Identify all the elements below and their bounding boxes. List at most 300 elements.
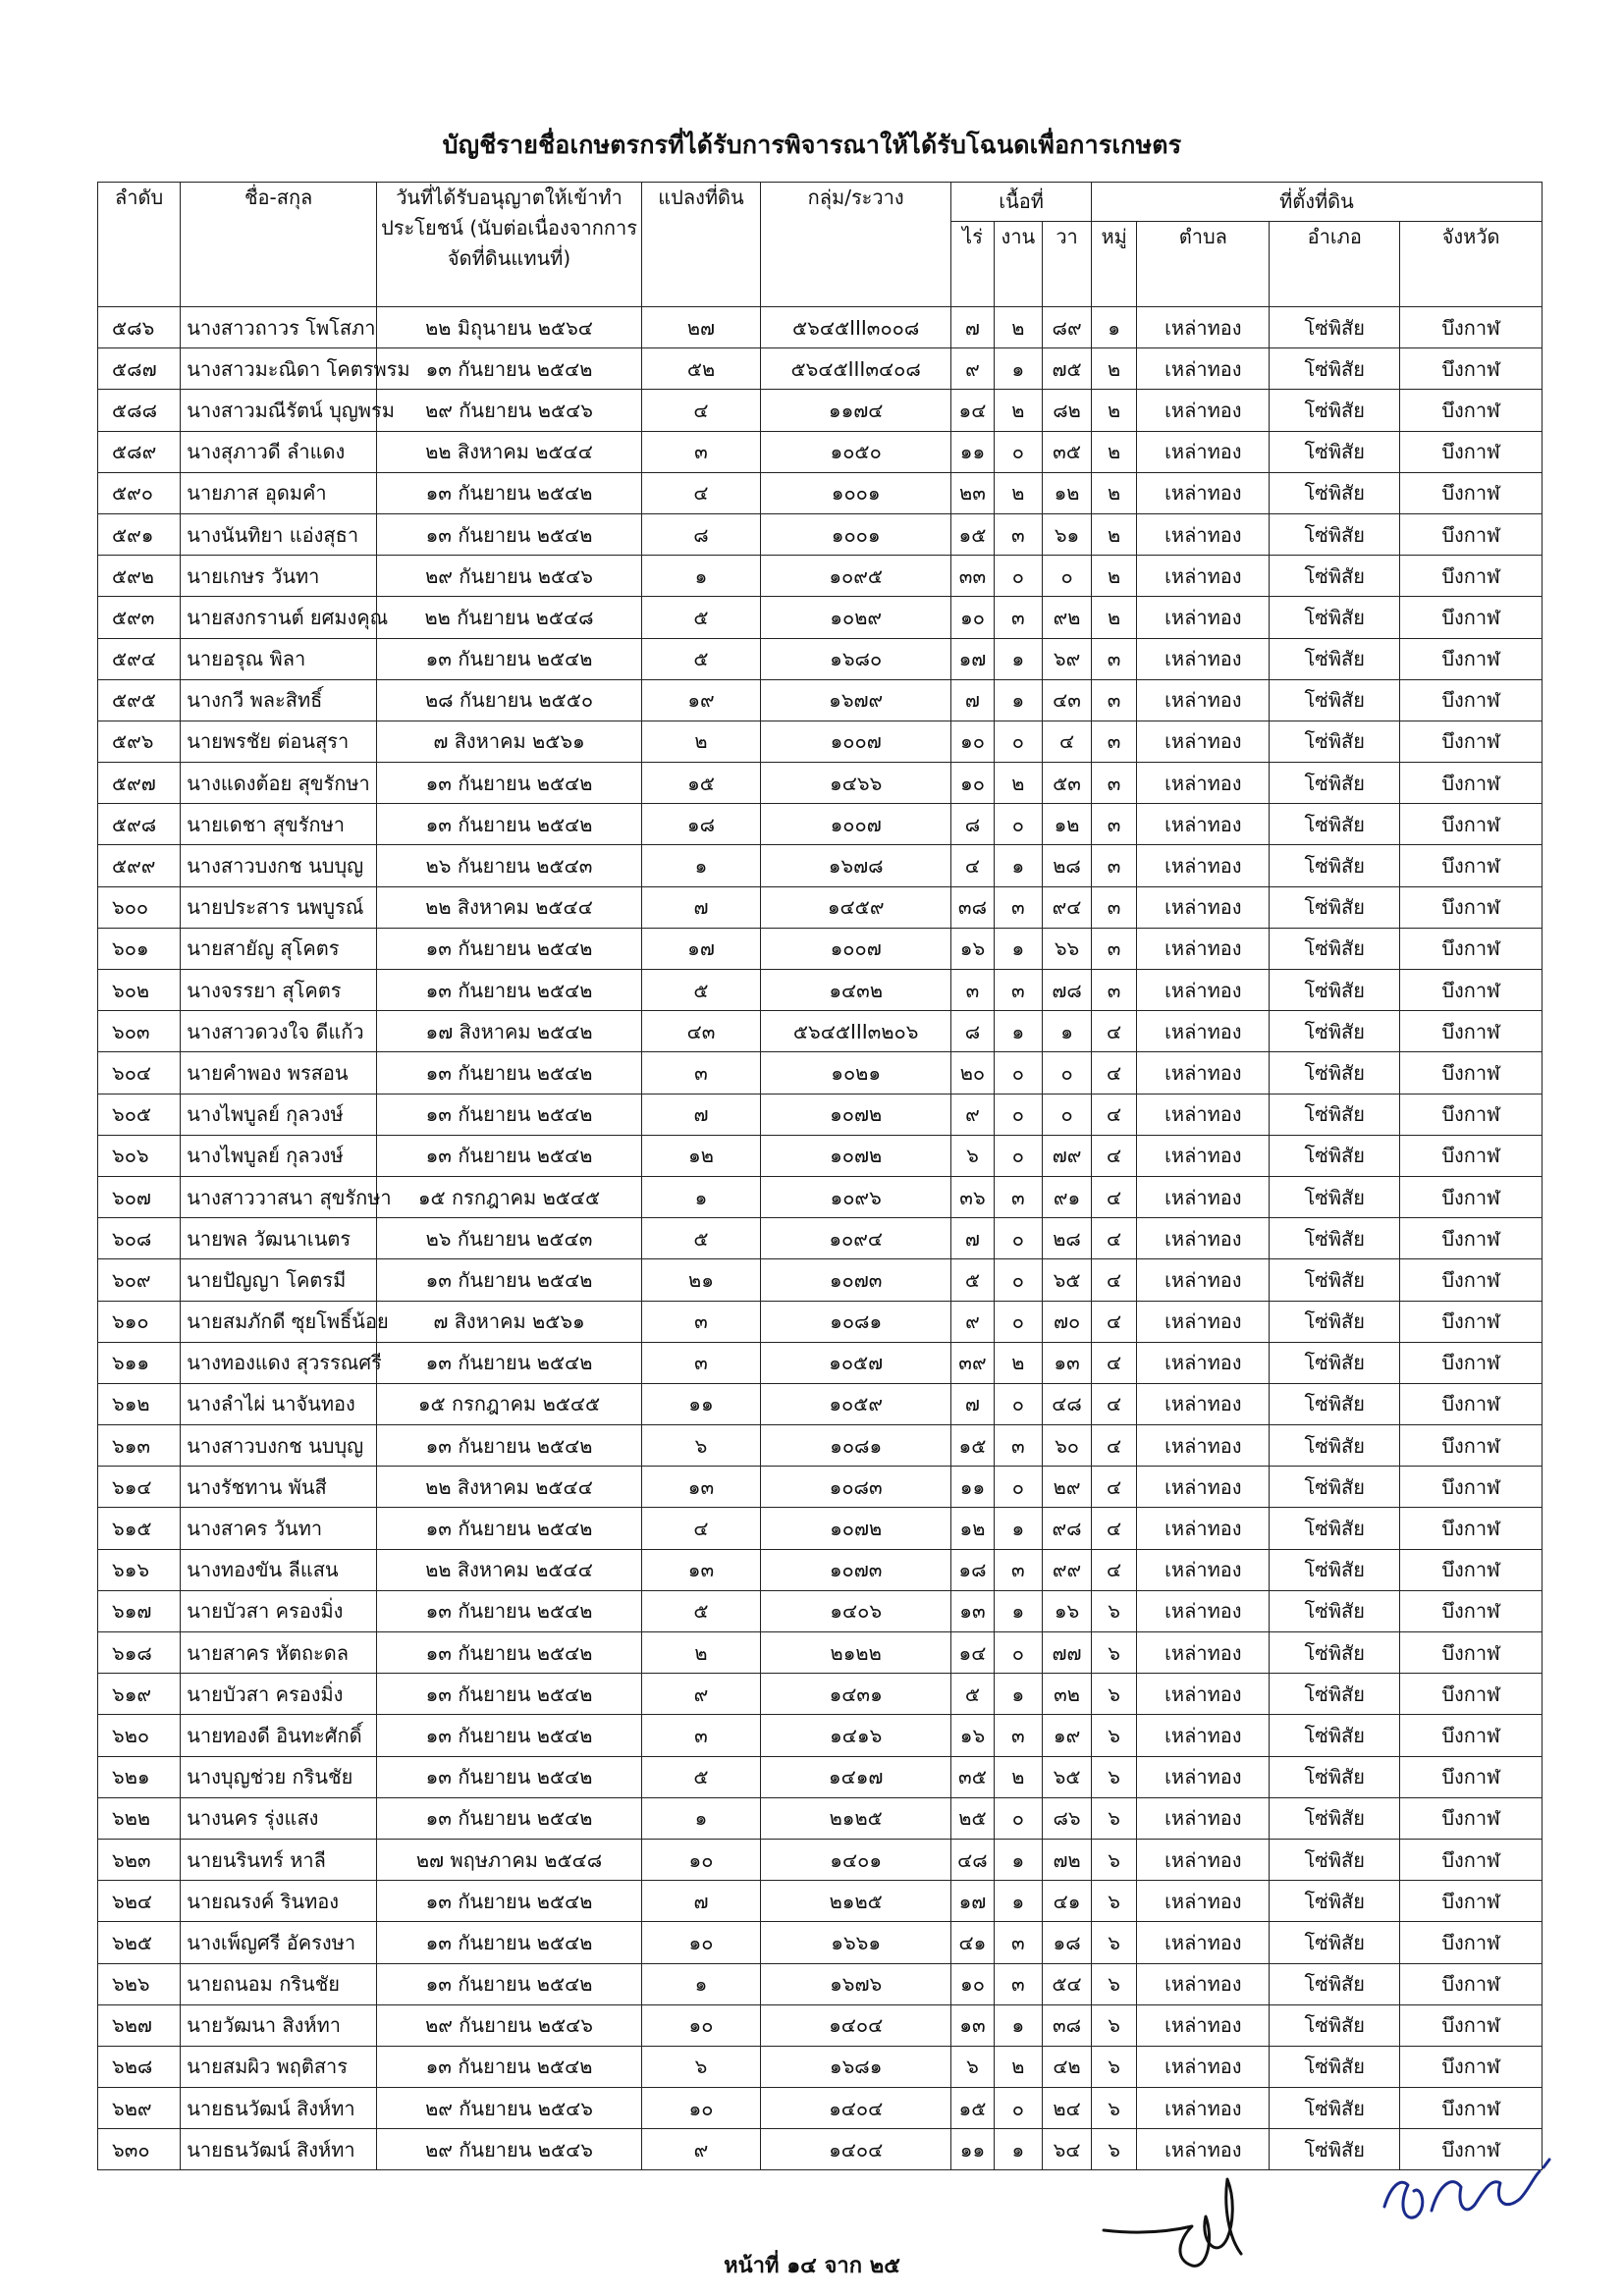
cell-ngan: ๒	[994, 1756, 1043, 1797]
cell-province: บึงกาฬ	[1400, 307, 1543, 348]
cell-index: ๖๐๐	[98, 886, 181, 928]
cell-ngan: ๓	[994, 1425, 1043, 1467]
cell-wa: ๘๖	[1043, 1797, 1092, 1839]
cell-parcel: ๒๑	[642, 1259, 761, 1301]
cell-rai: ๘	[951, 804, 994, 845]
cell-moo: ๖	[1091, 2088, 1136, 2129]
cell-index: ๖๑๘	[98, 1632, 181, 1674]
cell-permit-date: ๑๓ กันยายน ๒๕๔๒	[377, 1797, 642, 1839]
cell-rai: ๓๖	[951, 1176, 994, 1217]
cell-name: นางรัชทาน พันสี	[181, 1467, 377, 1508]
cell-parcel: ๑	[642, 556, 761, 597]
cell-amphoe: โซ่พิสัย	[1270, 679, 1400, 721]
cell-rai: ๓	[951, 970, 994, 1011]
cell-permit-date: ๒๒ กันยายน ๒๕๔๘	[377, 597, 642, 638]
cell-name: นางสาวดวงใจ ดีแก้ว	[181, 1011, 377, 1052]
cell-group: ๑๐๒๙	[760, 597, 950, 638]
cell-tambon: เหล่าทอง	[1137, 1590, 1270, 1631]
cell-tambon: เหล่าทอง	[1137, 1218, 1270, 1259]
cell-index: ๖๑๒	[98, 1383, 181, 1424]
cell-parcel: ๑๐	[642, 2088, 761, 2129]
cell-ngan: ๓	[994, 597, 1043, 638]
cell-province: บึงกาฬ	[1400, 804, 1543, 845]
cell-moo: ๖	[1091, 1797, 1136, 1839]
cell-index: ๖๒๓	[98, 1839, 181, 1880]
cell-permit-date: ๑๓ กันยายน ๒๕๔๒	[377, 1425, 642, 1467]
header-parcel: แปลงที่ดิน	[642, 183, 761, 307]
cell-province: บึงกาฬ	[1400, 1301, 1543, 1342]
cell-tambon: เหล่าทอง	[1137, 2004, 1270, 2046]
cell-amphoe: โซ่พิสัย	[1270, 638, 1400, 679]
cell-moo: ๖	[1091, 1674, 1136, 1715]
cell-permit-date: ๒๙ กันยายน ๒๕๔๖	[377, 2129, 642, 2170]
cell-group: ๑๔๓๒	[760, 970, 950, 1011]
cell-index: ๖๐๗	[98, 1176, 181, 1217]
header-rai: ไร่	[951, 222, 994, 307]
cell-rai: ๑๕	[951, 1425, 994, 1467]
cell-index: ๕๙๓	[98, 597, 181, 638]
cell-province: บึงกาฬ	[1400, 1094, 1543, 1135]
cell-moo: ๔	[1091, 1425, 1136, 1467]
cell-name: นางเพ็ญศรี อัครงษา	[181, 1922, 377, 1963]
header-group: กลุ่ม/ระวาง	[760, 183, 950, 307]
cell-ngan: ๐	[994, 2088, 1043, 2129]
cell-index: ๖๒๔	[98, 1881, 181, 1922]
cell-group: ๑๐๐๗	[760, 928, 950, 969]
cell-index: ๖๑๙	[98, 1674, 181, 1715]
cell-group: ๑๔๐๔	[760, 2129, 950, 2170]
cell-group: ๑๖๘๐	[760, 638, 950, 679]
cell-name: นางแดงต้อย สุขรักษา	[181, 763, 377, 804]
cell-province: บึงกาฬ	[1400, 1715, 1543, 1756]
cell-permit-date: ๒๒ สิงหาคม ๒๕๔๔	[377, 431, 642, 472]
cell-tambon: เหล่าทอง	[1137, 597, 1270, 638]
cell-name: นางสาวบงกช นบบุญ	[181, 845, 377, 886]
cell-wa: ๒๘	[1043, 1218, 1092, 1259]
cell-group: ๑๔๐๖	[760, 1590, 950, 1631]
cell-province: บึงกาฬ	[1400, 1632, 1543, 1674]
cell-parcel: ๑	[642, 845, 761, 886]
cell-ngan: ๑	[994, 1881, 1043, 1922]
cell-group: ๑๔๑๗	[760, 1756, 950, 1797]
cell-rai: ๒๓	[951, 472, 994, 513]
cell-province: บึงกาฬ	[1400, 472, 1543, 513]
table-row	[98, 679, 1543, 721]
table-row	[98, 1425, 1543, 1467]
table-row	[98, 970, 1543, 1011]
cell-name: นายธนวัฒน์ สิงห์ทา	[181, 2129, 377, 2170]
cell-amphoe: โซ่พิสัย	[1270, 513, 1400, 555]
cell-name: นายสาคร หัตถะดล	[181, 1632, 377, 1674]
cell-wa: ๓๕	[1043, 431, 1092, 472]
cell-amphoe: โซ่พิสัย	[1270, 307, 1400, 348]
cell-province: บึงกาฬ	[1400, 597, 1543, 638]
cell-parcel: ๑๗	[642, 928, 761, 969]
cell-tambon: เหล่าทอง	[1137, 348, 1270, 390]
cell-tambon: เหล่าทอง	[1137, 679, 1270, 721]
cell-moo: ๒	[1091, 472, 1136, 513]
cell-ngan: ๐	[994, 431, 1043, 472]
table-row	[98, 638, 1543, 679]
cell-amphoe: โซ่พิสัย	[1270, 1674, 1400, 1715]
cell-index: ๖๒๒	[98, 1797, 181, 1839]
cell-group: ๑๐๘๑	[760, 1301, 950, 1342]
cell-parcel: ๙	[642, 1674, 761, 1715]
cell-parcel: ๖	[642, 1425, 761, 1467]
cell-index: ๕๙๖	[98, 721, 181, 762]
signature-right	[1375, 2148, 1581, 2246]
table-row	[98, 721, 1543, 762]
cell-name: นายถนอม กรินชัย	[181, 1963, 377, 2004]
cell-province: บึงกาฬ	[1400, 1342, 1543, 1383]
cell-name: นางสาววาสนา สุขรักษา	[181, 1176, 377, 1217]
header-area: เนื้อที่	[951, 183, 1092, 222]
cell-parcel: ๓	[642, 1715, 761, 1756]
cell-index: ๕๙๘	[98, 804, 181, 845]
cell-ngan: ๒	[994, 2046, 1043, 2087]
cell-amphoe: โซ่พิสัย	[1270, 1881, 1400, 1922]
cell-name: นางสาวมณีรัตน์ บุญพรม	[181, 390, 377, 431]
cell-ngan: ๑	[994, 928, 1043, 969]
cell-amphoe: โซ่พิสัย	[1270, 1922, 1400, 1963]
cell-wa: ๑๙	[1043, 1715, 1092, 1756]
cell-moo: ๓	[1091, 638, 1136, 679]
cell-province: บึงกาฬ	[1400, 1467, 1543, 1508]
table-row	[98, 2088, 1543, 2129]
cell-parcel: ๑๑	[642, 1383, 761, 1424]
cell-tambon: เหล่าทอง	[1137, 472, 1270, 513]
cell-ngan: ๑	[994, 679, 1043, 721]
cell-province: บึงกาฬ	[1400, 638, 1543, 679]
cell-moo: ๔	[1091, 1301, 1136, 1342]
cell-tambon: เหล่าทอง	[1137, 1797, 1270, 1839]
cell-wa: ๒๙	[1043, 1467, 1092, 1508]
cell-permit-date: ๑๓ กันยายน ๒๕๔๒	[377, 1674, 642, 1715]
cell-parcel: ๑๘	[642, 804, 761, 845]
cell-amphoe: โซ่พิสัย	[1270, 1425, 1400, 1467]
farmer-land-table	[97, 182, 1543, 2170]
cell-group: ๑๐๐๗	[760, 721, 950, 762]
cell-province: บึงกาฬ	[1400, 1052, 1543, 1094]
cell-ngan: ๐	[994, 1301, 1043, 1342]
cell-permit-date: ๑๓ กันยายน ๒๕๔๒	[377, 1881, 642, 1922]
cell-ngan: ๑	[994, 1508, 1043, 1549]
cell-ngan: ๑	[994, 1839, 1043, 1880]
cell-permit-date: ๑๓ กันยายน ๒๕๔๒	[377, 638, 642, 679]
cell-name: นางนคร รุ่งแสง	[181, 1797, 377, 1839]
cell-name: นายบัวสา ครองมิ่ง	[181, 1590, 377, 1631]
cell-parcel: ๔๓	[642, 1011, 761, 1052]
cell-wa: ๖๔	[1043, 2129, 1092, 2170]
cell-moo: ๖	[1091, 1881, 1136, 1922]
cell-amphoe: โซ่พิสัย	[1270, 390, 1400, 431]
cell-name: นายภาส อุดมคำ	[181, 472, 377, 513]
cell-tambon: เหล่าทอง	[1137, 1342, 1270, 1383]
cell-wa: ๒๘	[1043, 845, 1092, 886]
cell-moo: ๓	[1091, 804, 1136, 845]
cell-amphoe: โซ่พิสัย	[1270, 1632, 1400, 1674]
cell-tambon: เหล่าทอง	[1137, 1383, 1270, 1424]
cell-group: ๕๖๔๕III๓๔๐๘	[760, 348, 950, 390]
cell-amphoe: โซ่พิสัย	[1270, 1135, 1400, 1176]
table-row	[98, 1342, 1543, 1383]
table-row	[98, 556, 1543, 597]
cell-parcel: ๒๗	[642, 307, 761, 348]
table-row	[98, 1839, 1543, 1880]
cell-tambon: เหล่าทอง	[1137, 804, 1270, 845]
cell-wa: ๔๒	[1043, 2046, 1092, 2087]
cell-rai: ๑๔	[951, 390, 994, 431]
cell-rai: ๑๐	[951, 1963, 994, 2004]
cell-amphoe: โซ่พิสัย	[1270, 1094, 1400, 1135]
cell-amphoe: โซ่พิสัย	[1270, 1715, 1400, 1756]
cell-index: ๖๒๑	[98, 1756, 181, 1797]
cell-ngan: ๑	[994, 2004, 1043, 2046]
cell-amphoe: โซ่พิสัย	[1270, 804, 1400, 845]
cell-tambon: เหล่าทอง	[1137, 1715, 1270, 1756]
cell-name: นายสายัญ สุโคตร	[181, 928, 377, 969]
cell-amphoe: โซ่พิสัย	[1270, 2129, 1400, 2170]
cell-moo: ๒	[1091, 348, 1136, 390]
cell-tambon: เหล่าทอง	[1137, 2046, 1270, 2087]
cell-wa: ๖๖	[1043, 928, 1092, 969]
cell-index: ๖๒๘	[98, 2046, 181, 2087]
cell-amphoe: โซ่พิสัย	[1270, 1011, 1400, 1052]
cell-province: บึงกาฬ	[1400, 2129, 1543, 2170]
cell-group: ๑๖๗๖	[760, 1963, 950, 2004]
cell-group: ๑๔๐๔	[760, 2088, 950, 2129]
cell-parcel: ๒	[642, 1632, 761, 1674]
cell-rai: ๑๓	[951, 2004, 994, 2046]
table-row	[98, 845, 1543, 886]
cell-tambon: เหล่าทอง	[1137, 886, 1270, 928]
cell-rai: ๗	[951, 1218, 994, 1259]
cell-province: บึงกาฬ	[1400, 1881, 1543, 1922]
cell-group: ๑๔๕๙	[760, 886, 950, 928]
cell-amphoe: โซ่พิสัย	[1270, 1052, 1400, 1094]
cell-rai: ๗	[951, 1383, 994, 1424]
cell-name: นายสมผิว พฤติสาร	[181, 2046, 377, 2087]
cell-province: บึงกาฬ	[1400, 1425, 1543, 1467]
cell-name: นางทองแดง สุวรรณศรี	[181, 1342, 377, 1383]
cell-ngan: ๐	[994, 1135, 1043, 1176]
cell-moo: ๓	[1091, 679, 1136, 721]
cell-permit-date: ๒๙ กันยายน ๒๕๔๖	[377, 2004, 642, 2046]
cell-province: บึงกาฬ	[1400, 1963, 1543, 2004]
cell-index: ๕๙๙	[98, 845, 181, 886]
cell-rai: ๕	[951, 1674, 994, 1715]
table-row	[98, 1383, 1543, 1424]
cell-index: ๖๑๔	[98, 1467, 181, 1508]
cell-name: นายณรงค์ รินทอง	[181, 1881, 377, 1922]
cell-name: นายปัญญา โคตรมี	[181, 1259, 377, 1301]
cell-amphoe: โซ่พิสัย	[1270, 1963, 1400, 2004]
cell-permit-date: ๑๗ สิงหาคม ๒๕๔๒	[377, 1011, 642, 1052]
cell-province: บึงกาฬ	[1400, 1218, 1543, 1259]
cell-index: ๕๙๕	[98, 679, 181, 721]
cell-tambon: เหล่าทอง	[1137, 1963, 1270, 2004]
cell-province: บึงกาฬ	[1400, 513, 1543, 555]
cell-tambon: เหล่าทอง	[1137, 1839, 1270, 1880]
cell-index: ๖๓๐	[98, 2129, 181, 2170]
cell-moo: ๒	[1091, 513, 1136, 555]
cell-moo: ๔	[1091, 1342, 1136, 1383]
cell-wa: ๕๓	[1043, 763, 1092, 804]
cell-index: ๕๙๗	[98, 763, 181, 804]
cell-ngan: ๐	[994, 1467, 1043, 1508]
cell-tambon: เหล่าทอง	[1137, 763, 1270, 804]
cell-permit-date: ๒๒ สิงหาคม ๒๕๔๔	[377, 886, 642, 928]
cell-permit-date: ๑๓ กันยายน ๒๕๔๒	[377, 1922, 642, 1963]
cell-group: ๑๖๗๙	[760, 679, 950, 721]
table-header	[98, 183, 1543, 307]
cell-amphoe: โซ่พิสัย	[1270, 1259, 1400, 1301]
cell-rai: ๑๐	[951, 597, 994, 638]
cell-amphoe: โซ่พิสัย	[1270, 2088, 1400, 2129]
cell-index: ๖๒๐	[98, 1715, 181, 1756]
cell-rai: ๑๔	[951, 1632, 994, 1674]
cell-group: ๑๖๗๘	[760, 845, 950, 886]
cell-moo: ๔	[1091, 1508, 1136, 1549]
table-row	[98, 307, 1543, 348]
cell-group: ๑๐๐๗	[760, 804, 950, 845]
cell-group: ๑๔๐๑	[760, 1839, 950, 1880]
cell-name: นายวัฒนา สิงห์ทา	[181, 2004, 377, 2046]
cell-province: บึงกาฬ	[1400, 928, 1543, 969]
cell-group: ๑๐๗๓	[760, 1259, 950, 1301]
cell-province: บึงกาฬ	[1400, 1383, 1543, 1424]
cell-tambon: เหล่าทอง	[1137, 1922, 1270, 1963]
cell-name: นางสุภาวดี ลำแดง	[181, 431, 377, 472]
cell-parcel: ๑๙	[642, 679, 761, 721]
cell-ngan: ๒	[994, 390, 1043, 431]
cell-wa: ๙๘	[1043, 1508, 1092, 1549]
cell-permit-date: ๒๙ กันยายน ๒๕๔๖	[377, 556, 642, 597]
cell-moo: ๖	[1091, 1715, 1136, 1756]
cell-rai: ๔๘	[951, 1839, 994, 1880]
header-permit-date: วันที่ได้รับอนุญาตให้เข้าทำประโยชน์ (นับต่อเนื่องจากการจัดที่ดินแทนที่)	[377, 183, 642, 307]
cell-province: บึงกาฬ	[1400, 1259, 1543, 1301]
cell-amphoe: โซ่พิสัย	[1270, 597, 1400, 638]
cell-name: นายบัวสา ครองมิ่ง	[181, 1674, 377, 1715]
cell-index: ๖๒๙	[98, 2088, 181, 2129]
cell-permit-date: ๒๖ กันยายน ๒๕๔๓	[377, 845, 642, 886]
cell-parcel: ๘	[642, 513, 761, 555]
cell-wa: ๖๐	[1043, 1425, 1092, 1467]
cell-wa: ๔๑	[1043, 1881, 1092, 1922]
cell-rai: ๑๕	[951, 513, 994, 555]
cell-group: ๑๐๗๓	[760, 1549, 950, 1590]
cell-province: บึงกาฬ	[1400, 970, 1543, 1011]
cell-group: ๑๐๘๑	[760, 1425, 950, 1467]
cell-tambon: เหล่าทอง	[1137, 1549, 1270, 1590]
cell-wa: ๙๑	[1043, 1176, 1092, 1217]
cell-wa: ๑๘	[1043, 1922, 1092, 1963]
table-row	[98, 348, 1543, 390]
cell-index: ๖๑๑	[98, 1342, 181, 1383]
cell-rai: ๒๕	[951, 1797, 994, 1839]
cell-province: บึงกาฬ	[1400, 1674, 1543, 1715]
cell-parcel: ๗	[642, 1881, 761, 1922]
cell-index: ๖๑๕	[98, 1508, 181, 1549]
cell-wa: ๗๐	[1043, 1301, 1092, 1342]
cell-moo: ๔	[1091, 1218, 1136, 1259]
table-row	[98, 1052, 1543, 1094]
cell-province: บึงกาฬ	[1400, 2088, 1543, 2129]
cell-parcel: ๕	[642, 597, 761, 638]
cell-rai: ๑๑	[951, 1467, 994, 1508]
cell-parcel: ๑๓	[642, 1467, 761, 1508]
cell-ngan: ๓	[994, 1963, 1043, 2004]
cell-ngan: ๐	[994, 1259, 1043, 1301]
cell-amphoe: โซ่พิสัย	[1270, 1301, 1400, 1342]
cell-rai: ๓๙	[951, 1342, 994, 1383]
cell-parcel: ๕	[642, 1218, 761, 1259]
cell-parcel: ๕	[642, 970, 761, 1011]
cell-group: ๑๔๖๖	[760, 763, 950, 804]
cell-permit-date: ๗ สิงหาคม ๒๕๖๑	[377, 1301, 642, 1342]
cell-amphoe: โซ่พิสัย	[1270, 721, 1400, 762]
cell-province: บึงกาฬ	[1400, 845, 1543, 886]
cell-rai: ๓๘	[951, 886, 994, 928]
table-row	[98, 472, 1543, 513]
cell-amphoe: โซ่พิสัย	[1270, 431, 1400, 472]
cell-permit-date: ๑๕ กรกฎาคม ๒๕๔๕	[377, 1383, 642, 1424]
cell-group: ๑๐๗๒	[760, 1135, 950, 1176]
cell-ngan: ๓	[994, 886, 1043, 928]
cell-name: นายสงกรานต์ ยศมงคุณ	[181, 597, 377, 638]
cell-rai: ๖	[951, 1135, 994, 1176]
cell-group: ๒๑๒๕	[760, 1797, 950, 1839]
cell-parcel: ๒	[642, 721, 761, 762]
table-row	[98, 1176, 1543, 1217]
cell-group: ๑๔๐๔	[760, 2004, 950, 2046]
cell-ngan: ๐	[994, 1797, 1043, 1839]
table-body	[98, 307, 1543, 2170]
cell-amphoe: โซ่พิสัย	[1270, 1797, 1400, 1839]
cell-permit-date: ๒๗ พฤษภาคม ๒๕๔๘	[377, 1839, 642, 1880]
cell-amphoe: โซ่พิสัย	[1270, 1508, 1400, 1549]
table-row	[98, 1590, 1543, 1631]
cell-rai: ๑๑	[951, 2129, 994, 2170]
cell-index: ๖๑๖	[98, 1549, 181, 1590]
table-row	[98, 2046, 1543, 2087]
cell-amphoe: โซ่พิสัย	[1270, 970, 1400, 1011]
cell-amphoe: โซ่พิสัย	[1270, 928, 1400, 969]
cell-index: ๖๐๖	[98, 1135, 181, 1176]
cell-tambon: เหล่าทอง	[1137, 1756, 1270, 1797]
cell-parcel: ๗	[642, 886, 761, 928]
table-row	[98, 1301, 1543, 1342]
header-amphoe: อำเภอ	[1270, 222, 1400, 307]
table-row	[98, 1922, 1543, 1963]
cell-moo: ๒	[1091, 431, 1136, 472]
cell-wa: ๓๘	[1043, 2004, 1092, 2046]
cell-tambon: เหล่าทอง	[1137, 513, 1270, 555]
cell-moo: ๔	[1091, 1467, 1136, 1508]
table-row	[98, 1135, 1543, 1176]
cell-permit-date: ๒๙ กันยายน ๒๕๔๖	[377, 390, 642, 431]
cell-amphoe: โซ่พิสัย	[1270, 1590, 1400, 1631]
cell-name: นายธนวัฒน์ สิงห์ทา	[181, 2088, 377, 2129]
cell-rai: ๔๑	[951, 1922, 994, 1963]
cell-permit-date: ๒๖ กันยายน ๒๕๔๓	[377, 1218, 642, 1259]
cell-index: ๕๙๐	[98, 472, 181, 513]
cell-index: ๕๙๒	[98, 556, 181, 597]
cell-tambon: เหล่าทอง	[1137, 1632, 1270, 1674]
cell-wa: ๒๔	[1043, 2088, 1092, 2129]
table-row	[98, 2004, 1543, 2046]
